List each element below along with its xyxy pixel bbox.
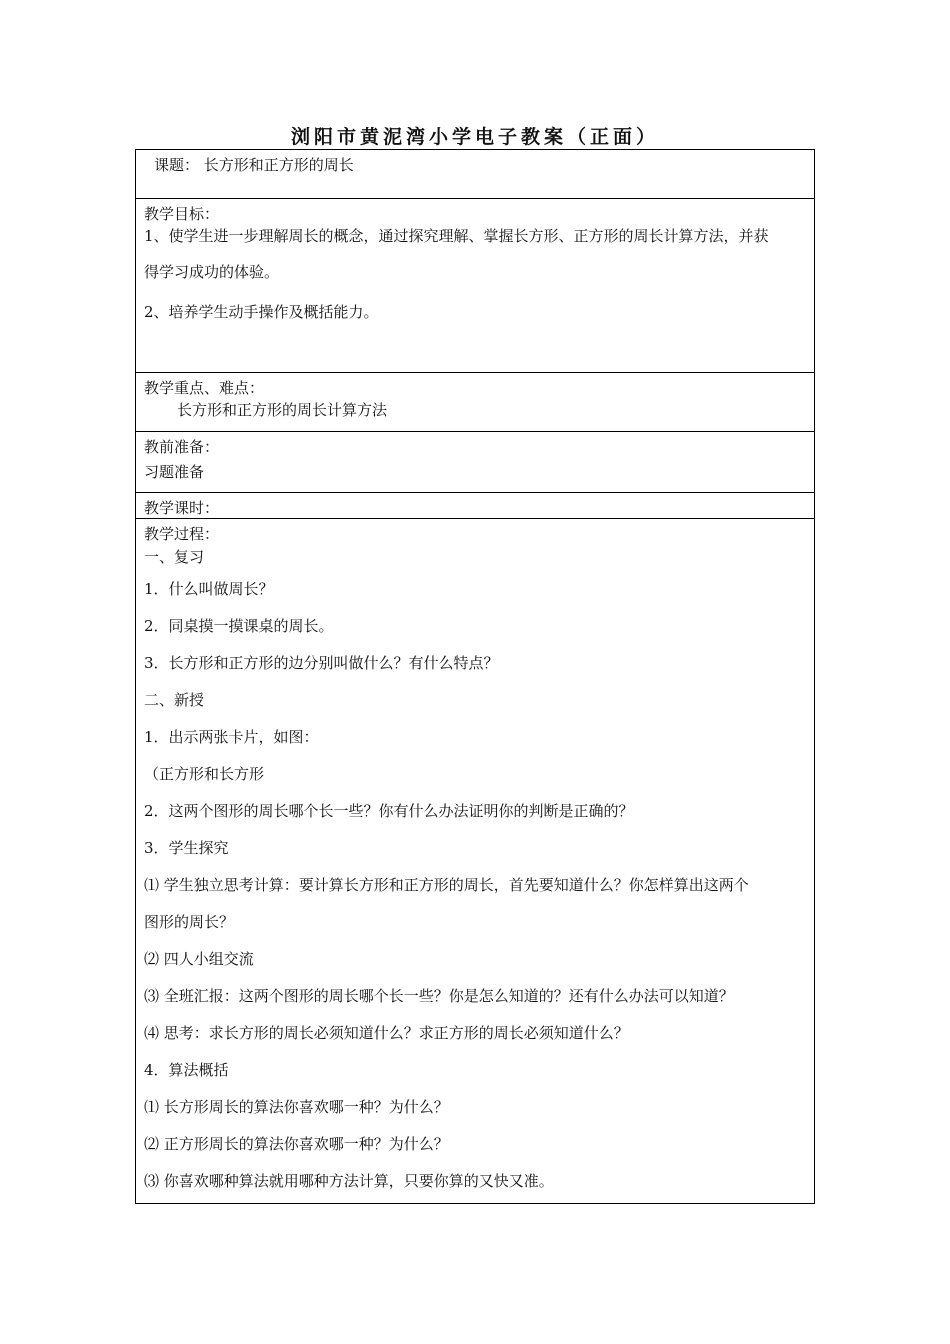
process-line: ⑵ 四人小组交流 xyxy=(144,950,254,968)
process-line: 2．同桌摸一摸课桌的周长。 xyxy=(144,617,334,635)
process-line: 3．学生探究 xyxy=(144,839,229,857)
document-title: 浏阳市黄泥湾小学电子教案（正面） xyxy=(290,126,659,148)
key-points-text: 长方形和正方形的周长计算方法 xyxy=(177,401,388,419)
process-line: 一、复习 xyxy=(144,548,205,566)
objectives-row xyxy=(135,199,815,373)
topic-text: 课题： 长方形和正方形的周长 xyxy=(154,156,354,174)
process-line: ⑶ 你喜欢哪种算法就用哪种方法计算，只要你算的又快又准。 xyxy=(144,1172,554,1190)
process-line: ⑴ 长方形周长的算法你喜欢哪一种？为什么？ xyxy=(144,1098,449,1116)
objectives-line-3: 2、培养学生动手操作及概括能力。 xyxy=(144,303,379,321)
objectives-line-2: 得学习成功的体验。 xyxy=(144,263,280,281)
topic-row xyxy=(135,149,815,199)
process-line: 2．这两个图形的周长哪个长一些？你有什么办法证明你的判断是正确的？ xyxy=(144,802,634,820)
lesson-plan-table xyxy=(135,149,815,1204)
process-line: （正方形和长方形 xyxy=(144,765,265,783)
process-line: 1．出示两张卡片，如图： xyxy=(144,728,319,746)
process-line: ⑶ 全班汇报：这两个图形的周长哪个长一些？你是怎么知道的？还有什么办法可以知道？ xyxy=(144,987,734,1005)
objectives-label: 教学目标： xyxy=(144,205,220,223)
process-line: 二、新授 xyxy=(144,691,205,709)
process-row xyxy=(135,519,815,1204)
process-line: 1．什么叫做周长？ xyxy=(144,580,274,598)
process-line: 图形的周长？ xyxy=(144,913,235,931)
process-label: 教学过程： xyxy=(144,525,220,543)
process-line: 3．长方形和正方形的边分别叫做什么？有什么特点？ xyxy=(144,654,499,672)
objectives-line-1: 1、使学生进一步理解周长的概念，通过探究理解、掌握长方形、正方形的周长计算方法，并获 xyxy=(144,227,769,245)
preparation-label: 教前准备： xyxy=(144,438,220,456)
process-line: 4．算法概括 xyxy=(144,1061,229,1079)
preparation-row xyxy=(135,432,815,493)
process-line: ⑷ 思考：求长方形的周长必须知道什么？求正方形的周长必须知道什么？ xyxy=(144,1024,629,1042)
hours-label: 教学课时： xyxy=(144,499,220,517)
hours-row xyxy=(135,493,815,519)
key-points-row xyxy=(135,373,815,432)
preparation-text: 习题准备 xyxy=(144,463,205,481)
process-line: ⑵ 正方形周长的算法你喜欢哪一种？为什么？ xyxy=(144,1135,449,1153)
key-points-label: 教学重点、难点： xyxy=(144,379,265,397)
process-line: ⑴ 学生独立思考计算：要计算长方形和正方形的周长，首先要知道什么？你怎样算出这两个 xyxy=(144,876,749,894)
